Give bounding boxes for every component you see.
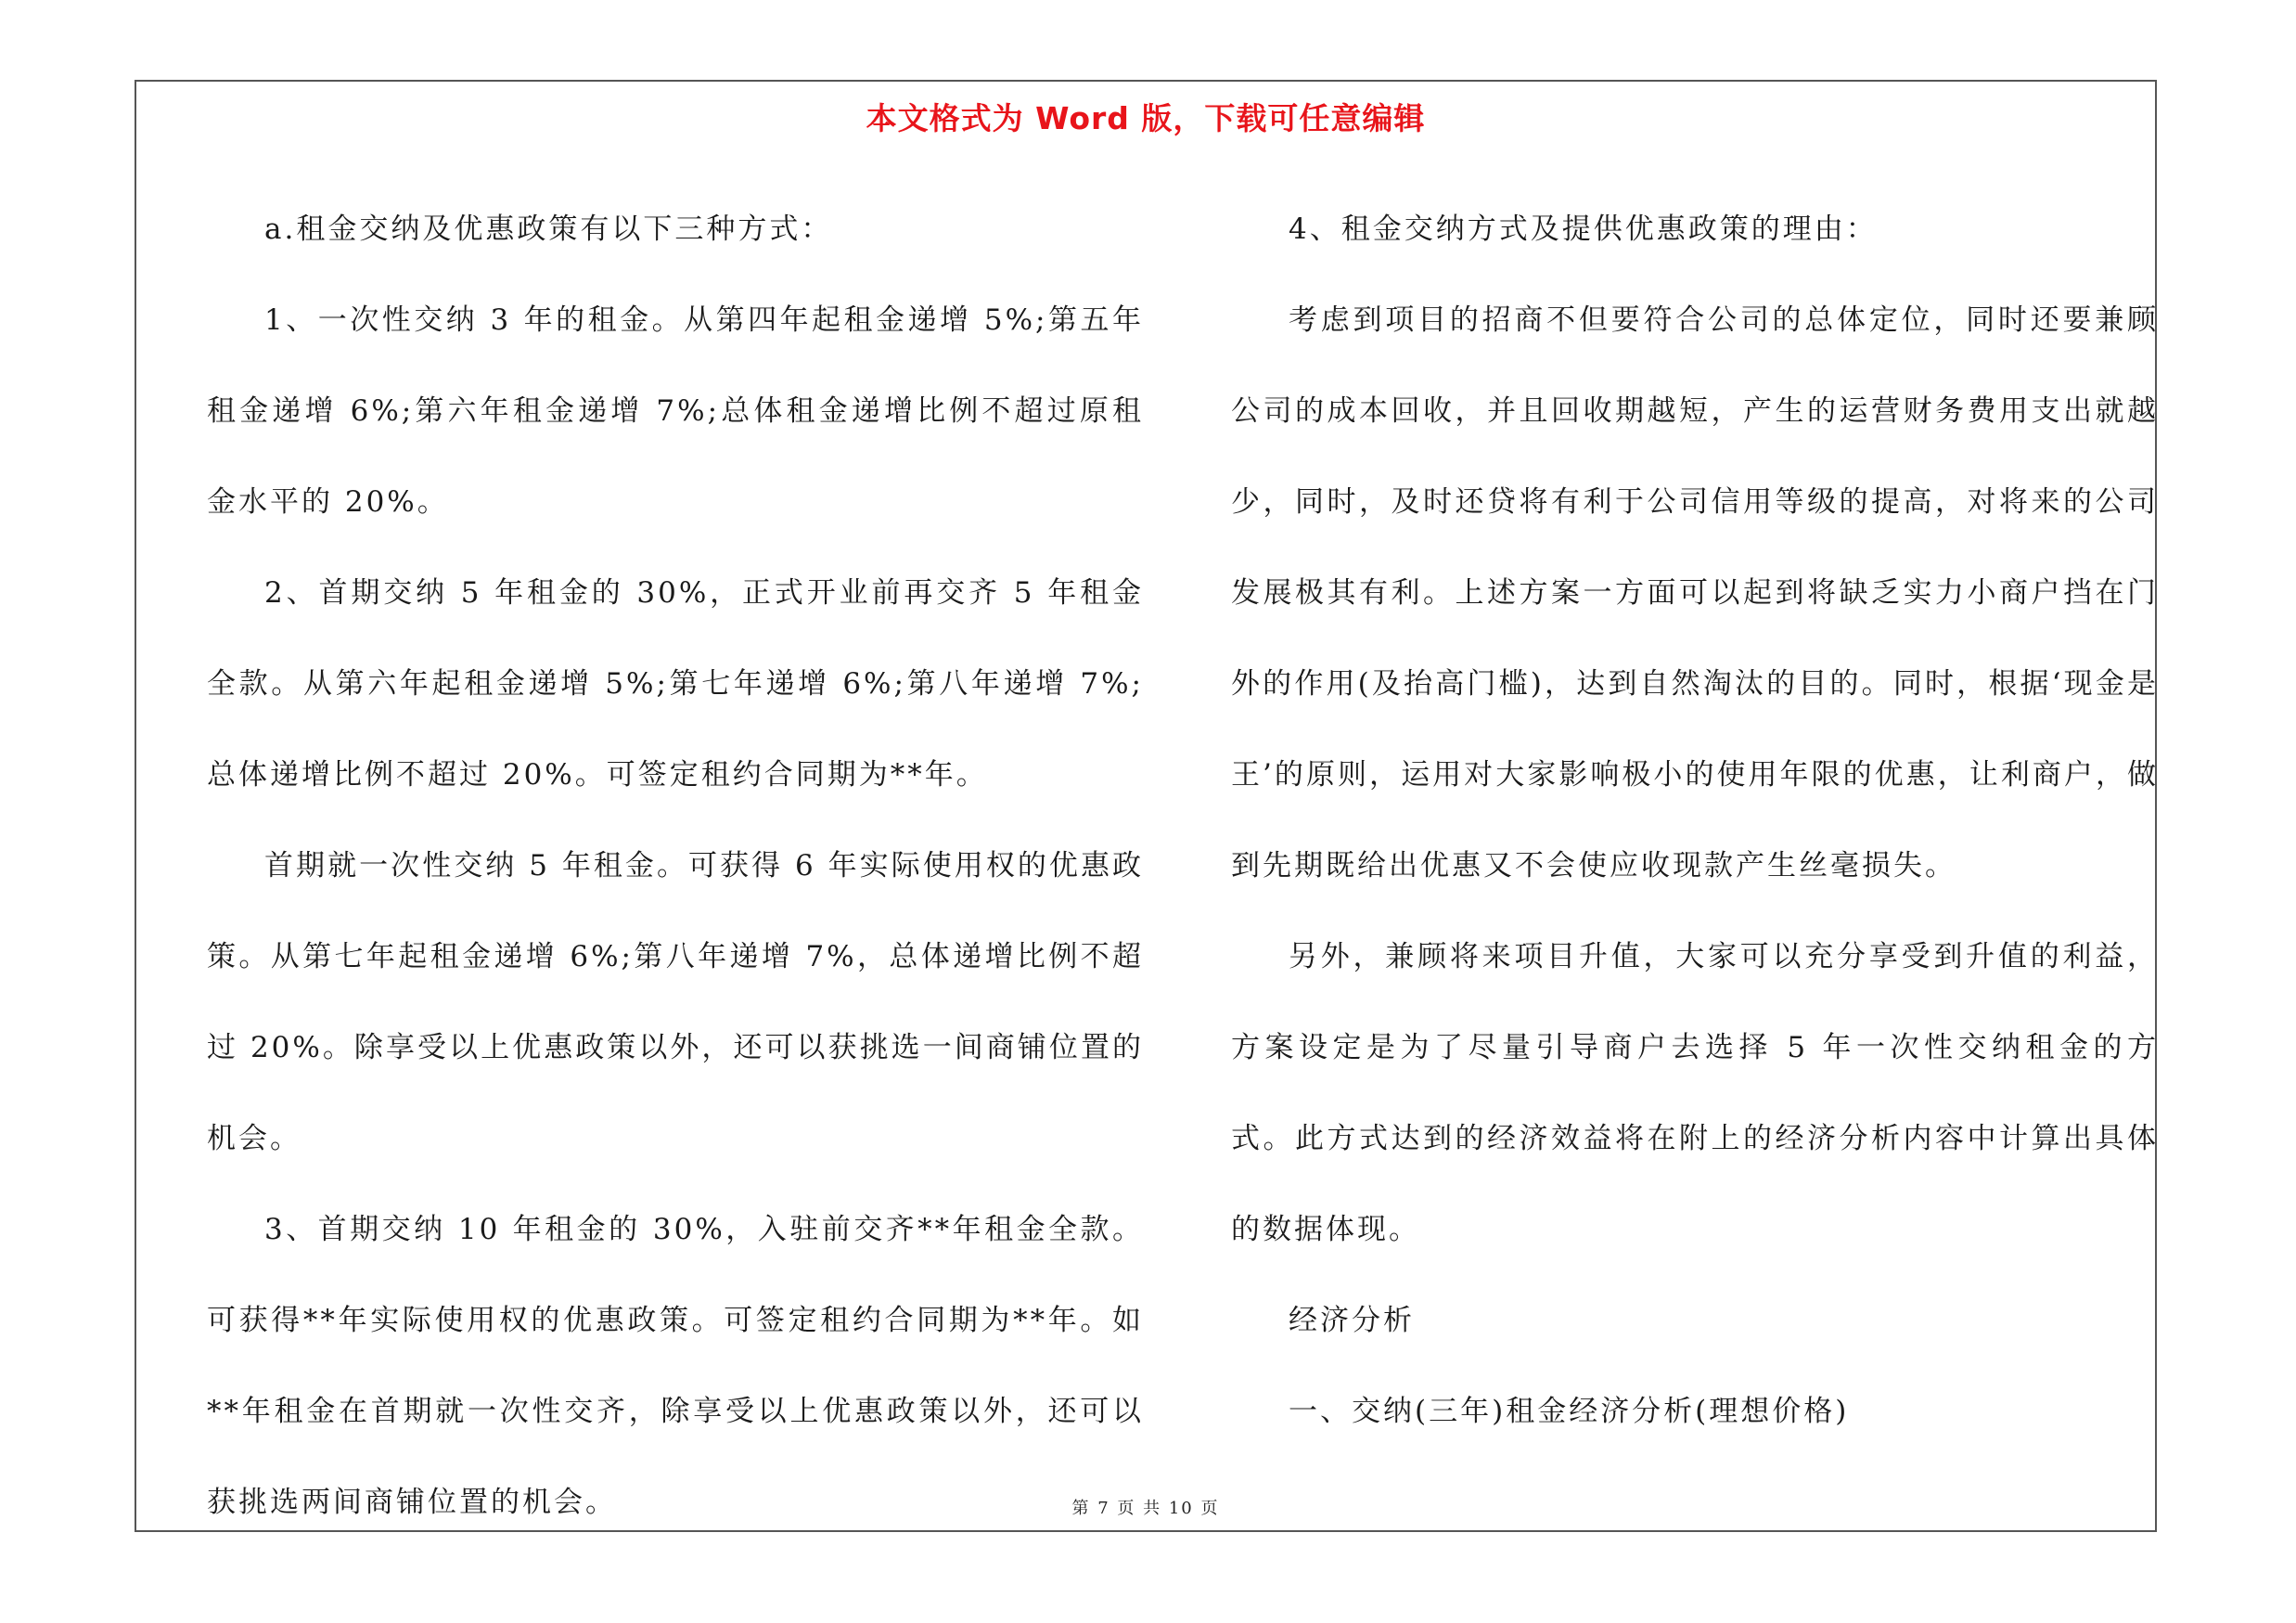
paragraph: 考虑到项目的招商不但要符合公司的总体定位，同时还要兼顾公司的成本回收，并且回收期越短，产生的运营财务费用支出就越少，同时，及时还贷将有利于公司信用等级的提高，对将来的公司发展极其有利。上述方案一方面可以起到将缺乏实力小商户挡在门外的作用(及抬高门槛)，达到自然淘汰的目的。同时，根据‘现金是王’的原则，运用对大家影响极小的使用年限的优惠，让利商户，做到先期既给出优惠又不会使应收现款产生丝毫损失。 [1231,303,2159,882]
left-column [207,184,1144,1548]
paragraph: 3、首期交纳 10 年租金的 30%，入驻前交齐**年租金全款。可获得**年实际使用权的优惠政策。可签定租约合同期为**年。如**年租金在首期就一次性交齐，除享受以上优惠政策以外，还可以获挑选两间商铺位置的机会。 [207,1213,1144,1519]
document-page [135,80,2157,1532]
paragraph: 首期就一次性交纳 5 年租金。可获得 6 年实际使用权的优惠政策。从第七年起租金递增 6%;第八年递增 7%，总体递增比例不超过 20%。除享受以上优惠政策以外，还可以获挑选一间商铺位置的机会。 [207,849,1144,1155]
paragraph: 另外，兼顾将来项目升值，大家可以充分享受到升值的利益，方案设定是为了尽量引导商户去选择 5 年一次性交纳租金的方式。此方式达到的经济效益将在附上的经济分析内容中计算出具体的数据体现。 [1231,940,2159,1246]
paragraph: a.租金交纳及优惠政策有以下三种方式： [264,213,833,246]
subsection-heading: 一、交纳(三年)租金经济分析(理想价格) [1289,1395,1850,1428]
page-number: 第 7 页 共 10 页 [1071,1499,1220,1518]
paragraph: 2、首期交纳 5 年租金的 30%，正式开业前再交齐 5 年租金全款。从第六年起租金递增 5%;第七年递增 6%;第八年递增 7%;总体递增比例不超过 20%。可签定租约合同期为**年。 [207,576,1144,792]
right-column [1231,184,2159,1457]
header-banner: 本文格式为 Word 版，下载可任意编辑 [866,100,1426,136]
paragraph: 4、租金交纳方式及提供优惠政策的理由： [1289,213,1878,246]
section-heading: 经济分析 [1289,1304,1415,1337]
paragraph: 1、一次性交纳 3 年的租金。从第四年起租金递增 5%;第五年租金递增 6%;第六年租金递增 7%;总体租金递增比例不超过原租金水平的 20%。 [207,303,1144,519]
